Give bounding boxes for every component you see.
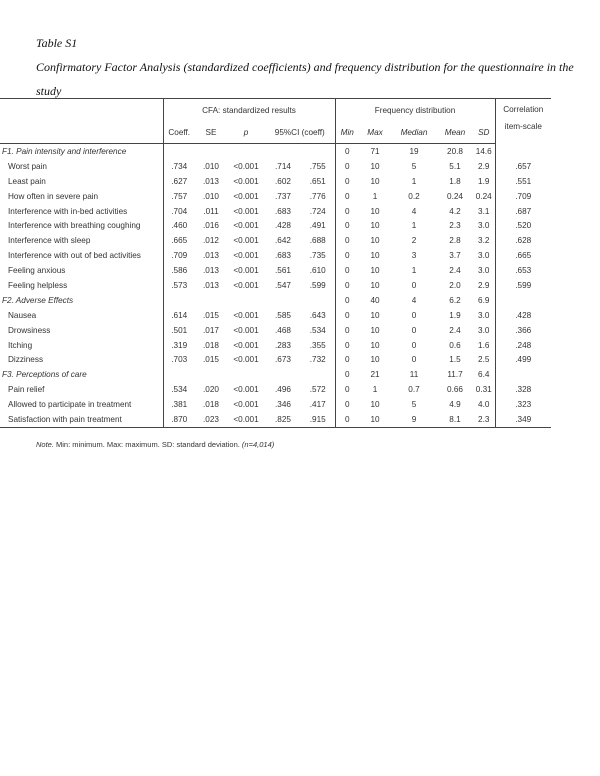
item-min: 0 [335,397,359,412]
item-p: <0.001 [233,325,259,335]
item-sd: 2.5 [478,355,490,365]
item-p: <0.001 [227,412,265,427]
table-row [0,397,551,412]
item-coeff: .501 [163,323,195,338]
item-p: <0.001 [233,280,259,290]
item-ci-low: .346 [275,400,291,410]
table-row [0,412,551,427]
col-header-ci: 95%CI (coeff) [265,121,335,144]
item-max: 10 [370,206,380,216]
section-row [0,293,551,308]
item-min: 0 [335,412,359,427]
item-ci-low: .468 [275,325,291,335]
item-sd: 3.0 [478,310,490,320]
item-min: 0 [335,233,359,248]
note-lead: Note. [36,440,54,449]
item-mean: 4.9 [449,400,461,410]
table-row [0,233,551,248]
section-min: 0 [335,367,359,382]
section-min: 0 [335,144,359,159]
item-correlation: .657 [495,159,551,174]
item-coeff: .573 [163,278,195,293]
section-corr-blank [495,367,551,382]
table-row [0,382,551,397]
item-ci-low: .496 [275,385,291,395]
section-mean: 6.2 [449,295,461,305]
item-coeff: .870 [163,412,195,427]
item-p: <0.001 [233,340,259,350]
table-row [0,308,551,323]
item-ci-low: .737 [275,191,291,201]
item-p: <0.001 [233,355,259,365]
section-title: F2. Adverse Effects [2,295,74,305]
item-median: 1 [411,221,417,231]
item-mean: 4.2 [449,206,461,216]
item-median: 0 [411,325,417,335]
item-correlation: .687 [495,204,551,219]
item-correlation: .366 [495,323,551,338]
table-row [0,278,551,293]
item-min: 0 [335,338,359,353]
item-max: 10 [370,176,380,186]
section-sd: 6.9 [478,295,490,305]
item-max: 10 [370,221,380,231]
item-label: How often in severe pain [8,191,99,201]
item-min: 0 [335,263,359,278]
item-max: 10 [370,355,380,365]
item-ci-low: .642 [275,236,291,246]
item-ci-high: .732 [309,355,326,365]
item-se: .023 [195,412,227,427]
item-label: Interference with breathing coughing [8,221,141,231]
item-ci-high: .572 [309,385,326,395]
item-mean: 0.66 [447,385,463,395]
item-p: <0.001 [233,161,259,171]
item-correlation: .323 [495,397,551,412]
item-coeff: .734 [163,159,195,174]
item-median: 9 [391,412,437,427]
note-sample-size: (n=4,014) [241,440,275,449]
item-sd: 3.0 [478,251,490,261]
item-min: 0 [335,382,359,397]
col-header-mean: Mean [437,121,473,144]
section-sd: 14.6 [475,146,492,156]
item-coeff: .381 [163,397,195,412]
cfa-table [0,98,551,428]
table-row [0,218,551,233]
item-mean: 2.3 [449,221,461,231]
item-p: <0.001 [233,191,259,201]
item-label: Feeling helpless [8,280,68,290]
table-row [0,204,551,219]
item-correlation: .248 [495,338,551,353]
item-ci-low: .825 [265,412,301,427]
item-max: 10 [370,340,380,350]
item-sd: 3.0 [478,221,490,231]
item-coeff: .757 [163,189,195,204]
item-max: 1 [372,385,378,395]
item-ci-high: .599 [309,280,326,290]
cfa-blank [163,293,335,308]
item-ci-low: .428 [275,221,291,231]
item-label: Pain relief [8,385,45,395]
item-sd: 3.1 [478,206,490,216]
item-ci-high: .643 [309,310,326,320]
correlation-header [495,99,551,144]
item-correlation: .709 [495,189,551,204]
item-p: <0.001 [233,176,259,186]
item-min: 0 [335,323,359,338]
item-coeff: .614 [163,308,195,323]
item-label: Dizziness [8,355,44,365]
item-sd: 4.0 [478,400,490,410]
table-body [0,144,551,428]
item-correlation: .653 [495,263,551,278]
col-header-min: Min [335,121,359,144]
item-coeff: .319 [163,338,195,353]
item-sd: 0.24 [475,191,492,201]
item-max: 10 [370,310,380,320]
item-sd: 3.2 [478,236,490,246]
item-label: Worst pain [8,161,47,171]
item-p: <0.001 [233,251,259,261]
item-median: 0 [411,280,417,290]
item-label: Interference with out of bed activities [8,251,141,261]
item-ci-low: .683 [275,251,291,261]
item-ci-high: .610 [309,266,326,276]
section-min: 0 [335,293,359,308]
item-correlation: .499 [495,352,551,367]
item-p: <0.001 [233,266,259,276]
item-median: 0 [411,355,417,365]
item-min: 0 [335,308,359,323]
note-text: Min: minimum. Max: maximum. SD: standard deviation. [53,440,242,449]
item-mean: 3.7 [449,251,461,261]
item-se: .015 [203,310,219,320]
section-title: F3. Perceptions of care [2,370,87,380]
item-mean: 1.9 [449,310,461,320]
item-median: 3 [411,251,417,261]
item-max: 1 [372,191,378,201]
item-se: .016 [203,221,219,231]
item-p: <0.001 [233,236,259,246]
item-se: .018 [203,340,219,350]
item-ci-high: .355 [309,340,326,350]
item-sd: 2.3 [473,412,495,427]
item-min: 0 [335,204,359,219]
item-label: Satisfaction with pain treatment [0,412,163,427]
item-ci-high: .651 [309,176,326,186]
col-header-median: Median [391,121,437,144]
item-max: 10 [370,236,380,246]
item-max: 10 [370,280,380,290]
item-coeff: .627 [163,174,195,189]
item-median: 2 [411,236,417,246]
item-se: .010 [203,161,219,171]
item-ci-low: .561 [275,266,291,276]
table-label: Table S1 [36,36,78,50]
item-se: .015 [203,355,219,365]
item-p: <0.001 [233,385,259,395]
section-title: F1. Pain intensity and interference [2,146,127,156]
item-label: Interference with in-bed activities [8,206,128,216]
header-blank-2 [0,121,163,144]
item-median: 0.7 [408,385,420,395]
item-median: 0 [411,310,417,320]
item-coeff: .704 [163,204,195,219]
item-se: .013 [203,280,219,290]
table-row [0,352,551,367]
item-max: 10 [370,400,380,410]
item-se: .018 [203,400,219,410]
item-coeff: .460 [163,218,195,233]
section-mean: 11.7 [447,370,463,380]
item-ci-high: .755 [309,161,326,171]
table-row [0,263,551,278]
section-max: 21 [370,370,380,380]
item-max: 10 [359,412,391,427]
section-corr-blank [495,293,551,308]
item-min: 0 [335,174,359,189]
item-mean: 1.5 [449,355,461,365]
item-max: 10 [370,325,380,335]
section-mean: 20.8 [447,146,463,156]
item-ci-low: .585 [275,310,291,320]
item-p: <0.001 [233,221,259,231]
item-max: 10 [370,251,380,261]
item-se: .013 [203,251,219,261]
item-se: .011 [203,206,219,216]
item-ci-high: .724 [309,206,326,216]
item-min: 0 [335,278,359,293]
table-row [0,174,551,189]
item-correlation: .665 [495,248,551,263]
section-row [0,144,551,159]
col-header-p: p [227,121,265,144]
item-ci-low: .714 [275,161,291,171]
item-max: 10 [370,161,380,171]
item-ci-low: .673 [275,355,291,365]
item-ci-high: .688 [309,236,326,246]
item-sd: 0.31 [475,385,492,395]
header-row-groups [0,99,551,122]
item-label: Least pain [8,176,46,186]
section-max: 71 [370,146,380,156]
item-correlation: .520 [495,218,551,233]
item-se: .017 [203,325,219,335]
item-ci-low: .683 [275,206,291,216]
item-ci-high: .735 [309,251,326,261]
item-label: Allowed to participate in treatment [8,400,132,410]
item-mean: 2.0 [449,280,461,290]
item-se: .012 [203,236,219,246]
item-label: Feeling anxious [8,266,66,276]
item-median: 1 [411,176,417,186]
item-label: Interference with sleep [8,236,91,246]
item-se: .013 [203,266,219,276]
item-ci-low: .283 [275,340,291,350]
item-sd: 3.0 [478,325,490,335]
item-ci-low: .547 [275,280,291,290]
table-title: Confirmatory Factor Analysis (standardized coefficients) and frequency distribution for the questionnaire in the study [36,60,574,98]
section-max: 40 [370,295,380,305]
item-coeff: .586 [163,263,195,278]
item-p: <0.001 [233,400,259,410]
table-row [0,189,551,204]
item-correlation: .628 [495,233,551,248]
item-se: .010 [203,191,219,201]
item-se: .020 [203,385,219,395]
header-row-columns [0,121,551,144]
item-median: 1 [411,266,417,276]
item-label: Itching [8,340,33,350]
item-ci-high: .491 [309,221,326,231]
item-se: .013 [203,176,219,186]
col-header-se: SE [195,121,227,144]
col-header-sd: SD [473,121,495,144]
item-ci-high: .776 [309,191,326,201]
item-p: <0.001 [233,310,259,320]
item-mean: 5.1 [449,161,461,171]
item-coeff: .703 [163,352,195,367]
item-correlation: .599 [495,278,551,293]
table-row [0,338,551,353]
item-sd: 1.6 [478,340,490,350]
section-sd: 6.4 [478,370,490,380]
item-mean: 2.4 [449,325,461,335]
item-coeff: .709 [163,248,195,263]
item-sd: 1.9 [478,176,490,186]
item-sd: 3.0 [478,266,490,276]
item-mean: 2.4 [449,266,461,276]
cfa-blank [163,144,335,159]
item-min: 0 [335,189,359,204]
table-row [0,159,551,174]
item-sd: 2.9 [478,161,490,171]
item-min: 0 [335,218,359,233]
item-mean: 0.6 [449,340,461,350]
correlation-header-line2: item-scale [504,122,542,131]
item-correlation: .328 [495,382,551,397]
table-row [0,248,551,263]
item-p: <0.001 [233,206,259,216]
header-blank [0,99,163,122]
section-median: 19 [409,146,419,156]
item-mean: 2.8 [449,236,461,246]
item-median: 5 [411,400,417,410]
item-coeff: .665 [163,233,195,248]
item-median: 0.2 [408,191,420,201]
section-corr-blank [495,144,551,159]
item-ci-high: .417 [309,400,326,410]
table-row [0,323,551,338]
item-correlation: .349 [495,412,551,427]
item-median: 4 [411,206,417,216]
item-correlation: .551 [495,174,551,189]
col-header-max: Max [359,121,391,144]
item-median: 0 [411,340,417,350]
table-note [36,440,274,449]
item-sd: 2.9 [478,280,490,290]
item-mean: 0.24 [447,191,463,201]
item-ci-low: .602 [275,176,291,186]
section-median: 4 [411,295,417,305]
item-coeff: .534 [163,382,195,397]
item-max: 10 [370,266,380,276]
correlation-header-line1: Correlation [503,105,544,114]
item-min: 0 [335,248,359,263]
item-label: Drowsiness [8,325,51,335]
section-row [0,367,551,382]
item-correlation: .428 [495,308,551,323]
col-header-coeff: Coeff. [163,121,195,144]
freq-group-header: Frequency distribution [335,99,495,122]
item-label: Nausea [8,310,37,320]
section-median: 11 [409,370,419,380]
cfa-blank [163,367,335,382]
item-median: 5 [411,161,417,171]
item-min: 0 [335,159,359,174]
item-ci-high: .534 [309,325,326,335]
cfa-group-header: CFA: standardized results [163,99,335,122]
item-mean: 8.1 [437,412,473,427]
item-ci-high: .915 [301,412,335,427]
item-mean: 1.8 [449,176,461,186]
item-min: 0 [335,352,359,367]
